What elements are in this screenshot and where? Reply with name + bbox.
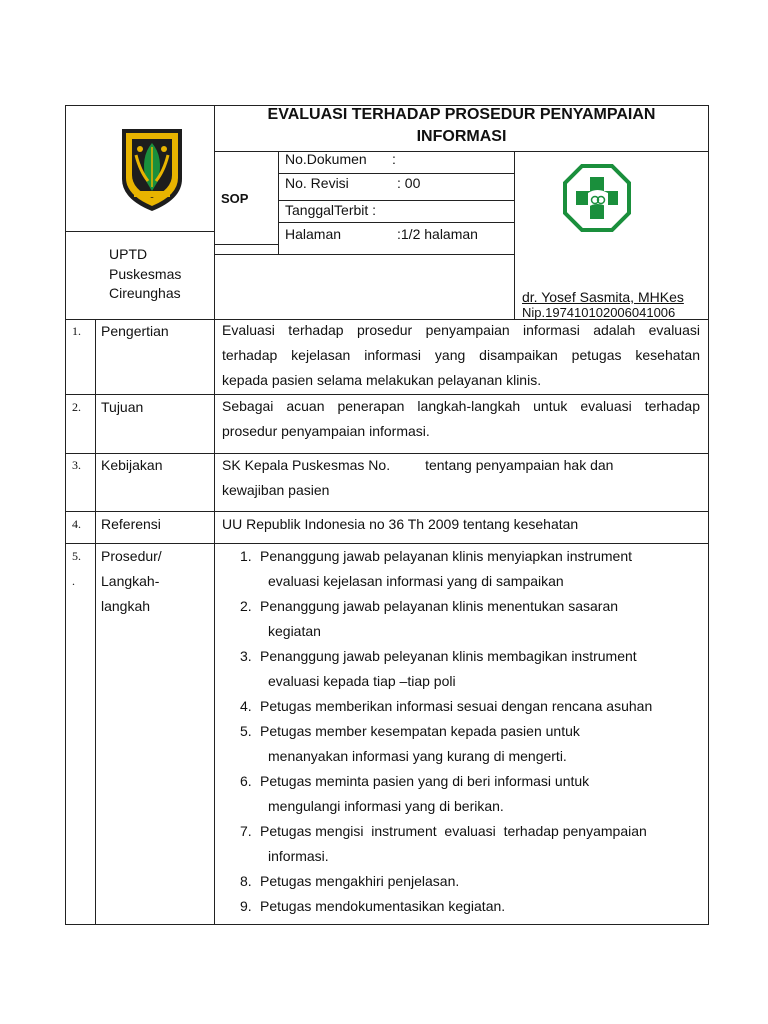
field-label-no-revisi: No. Revisi <box>285 175 349 191</box>
org-name-line2: Puskesmas <box>109 266 182 282</box>
row-text-line: prosedur penyampaian informasi. <box>222 423 430 439</box>
row-label: Prosedur/ <box>101 548 162 564</box>
signer-name: dr. Yosef Sasmita, MHKes <box>522 289 684 305</box>
list-item: 9. Petugas mendokumentasikan kegiatan. <box>240 898 506 914</box>
list-item: 2. Penanggung jawab pelayanan klinis menentukan sasaran kegiatan <box>240 598 619 639</box>
puskesmas-cross-icon <box>562 163 632 233</box>
row-number: 5. <box>72 549 81 563</box>
row-text-line: Sebagai acuan penerapan langkah-langkah untuk evaluasi terhadap <box>222 398 700 414</box>
field-value-no-revisi: : 00 <box>397 175 421 191</box>
list-item: 4. Petugas memberikan informasi sesuai dengan rencana asuhan <box>240 698 653 714</box>
row-text-line: kewajiban pasien <box>222 482 330 498</box>
row-label: Tujuan <box>101 399 144 415</box>
row-number: 3. <box>72 458 81 472</box>
org-name-line1: UPTD <box>109 246 148 262</box>
row-text-line: UU Republik Indonesia no 36 Th 2009 tentang kesehatan <box>222 516 579 532</box>
field-label-halaman: Halaman <box>285 226 342 242</box>
document-title-line2: INFORMASI <box>416 128 507 145</box>
list-item: 3. Penanggung jawab peleyanan klinis membagikan instrument evaluasi kepada tiap –tiap poli <box>240 648 637 689</box>
row-label: Langkah- <box>101 573 160 589</box>
row-number: 1. <box>72 324 81 338</box>
list-item: 8. Petugas mengakhiri penjelasan. <box>240 873 460 889</box>
field-value-halaman: :1/2 halaman <box>397 226 478 242</box>
row-label: Referensi <box>101 516 161 532</box>
list-item: 1. Penanggung jawab pelayanan klinis menyiapkan instrument evaluasi kejelasan informasi yang di sampaikan <box>240 548 633 589</box>
list-item: 6. Petugas meminta pasien yang di beri informasi untuk mengulangi informasi yang di berikan. <box>240 773 590 814</box>
row-text-line: terhadap kejelasan informasi yang disampaikan petugas kesehatan <box>222 347 700 363</box>
row-number: 4. <box>72 517 81 531</box>
row-label: langkah <box>101 598 151 614</box>
field-label-no-dokumen: No.Dokumen <box>285 151 367 167</box>
row-text-line: Evaluasi terhadap prosedur penyampaian informasi adalah evaluasi <box>222 322 700 338</box>
regency-crest-icon <box>118 125 186 213</box>
list-item: 7. Petugas mengisi instrument evaluasi terhadap penyampaian informasi. <box>240 823 647 864</box>
field-label-tanggal-terbit: TanggalTerbit : <box>285 202 377 218</box>
row-label: Kebijakan <box>101 457 163 473</box>
row-number: 2. <box>72 400 81 414</box>
row-text-line: SK Kepala Puskesmas No. tentang penyampaian hak dan <box>222 457 614 473</box>
sop-label: SOP <box>221 191 249 206</box>
procedure-steps <box>240 544 708 919</box>
row-number-dot: . <box>72 574 75 588</box>
signer-nip: Nip.197410102006041006 <box>522 305 676 320</box>
row-label: Pengertian <box>101 323 169 339</box>
document-title-line1: EVALUASI TERHADAP PROSEDUR PENYAMPAIAN <box>267 106 656 123</box>
row-text-line: kepada pasien selama melakukan pelayanan klinis. <box>222 372 542 388</box>
field-value-no-dokumen: : <box>392 151 396 167</box>
org-name-line3: Cireunghas <box>109 285 181 301</box>
list-item: 5. Petugas member kesempatan kepada pasien untuk menanyakan informasi yang kurang di mengerti. <box>240 723 580 764</box>
